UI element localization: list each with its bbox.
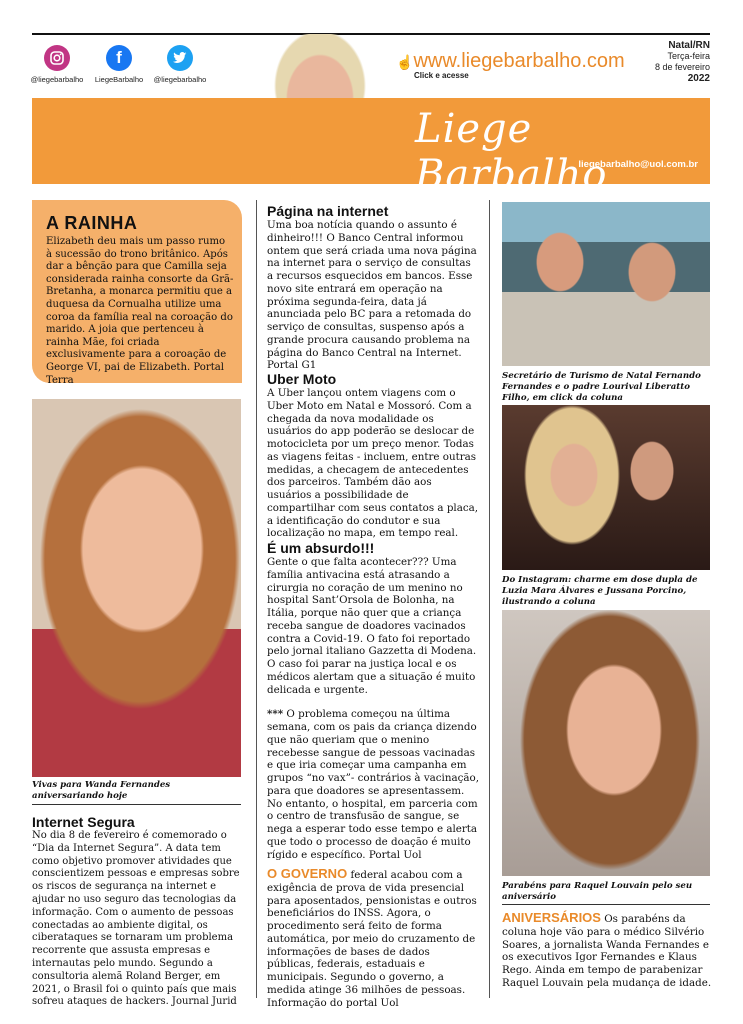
twitter-link[interactable] [152, 45, 208, 84]
photo-luzia-jussana [502, 405, 710, 570]
twitter-icon [167, 45, 193, 71]
site-tagline: Click e acesse [414, 71, 469, 80]
pagina-title: Página na internet [267, 203, 389, 219]
photo-luzia-caption: Do Instagram: charme em dose dupla de Luzia Mara Álvares e Jussana Porcino, ilustrando a coluna [502, 575, 698, 607]
absurdo-paragraph-1: Gente o que falta acontecer??? Uma família antivacina está atrasando a cirurgia no coração de um menino no hospital Sant’Orsola de Bolonha, na Itália, porque não quer que a criança receba sangue de doadores vacinados contra a Covid-19. O fato foi reportado pelo jornal italiano Gazzetta di Modena. O caso foi parar na justiça local e os médicos alertam que a situação é muito delicada e urgente. [267, 556, 477, 696]
governo-body: federal acabou com a exigência de prova de vida presencial para aposentados, pensionistas e outros beneficiários do INSS. Agora, o procedimento será feito de forma automática, por meio do cruzamento de informações de bases de dados públicas, federais, estaduais e municipais. Segundo o governo, a medida atinge 36 milhões de pessoas. Informação do portal Uol [267, 869, 477, 1009]
internet-segura-article [32, 814, 244, 1009]
column-email: liegebarbalho@uol.com.br [578, 159, 698, 170]
aniversarios-body: Os parabéns da coluna hoje vão para o médico Silvério Soares, a jornalista Wanda Fernandes e os executivos Igor Fernandes e Klaus Rego. Ainda em tempo de parabenizar Raquel Louvain pela mudança de idade. [502, 913, 712, 989]
rainha-box [32, 200, 242, 386]
rainha-body: Elizabeth deu mais um passo rumo à sucessão do trono britânico. Após dar a bênção para que Camilla seja considerada rainha consorte da Grã-Bretanha, a monarca permitiu que a duquesa da Cornualha utilize uma coroa da família real na coroação do marido. A joia que pertenceu à rainha Mãe, foi criada exclusivamente para a coroação de George VI, pai de Elizabeth. Portal Terra [46, 236, 234, 386]
photo-fernando-lourival [502, 202, 710, 366]
instagram-link[interactable] [30, 45, 84, 84]
city: Natal/RN [668, 40, 710, 51]
rainha-title: A RAINHA [46, 213, 138, 233]
uber-title: Uber Moto [267, 371, 337, 387]
weekday: Terça-feira [667, 51, 710, 61]
instagram-icon [44, 45, 70, 71]
photo-wanda-caption: Vivas para Wanda Fernandes aniversariando hoje [32, 780, 171, 801]
right-divider [502, 904, 710, 905]
column-title: Liege Barbalho [415, 106, 608, 198]
twitter-handle: @liegebarbalho [153, 75, 207, 84]
governo-article [267, 868, 479, 1009]
pagina-body: Uma boa notícia quando o assunto é dinheiro!!! O Banco Central informou ontem que será criada uma nova página na internet para o serviço de consultas a recursos esquecidos em bancos. Esse novo site entrará em operação na próxima segunda-feira, data já anunciada pelo BC para a retomada do serviço de consultas, suspenso após a grande procura causando problema na página do Banco Central na Internet. Portal G1 [267, 219, 477, 372]
instagram-handle: @liegebarbalho [30, 75, 84, 84]
facebook-icon: f [106, 45, 132, 71]
site-link[interactable] [396, 50, 625, 80]
photo-raquel [502, 610, 710, 876]
photo-raquel-caption: Parabéns para Raquel Louvain pelo seu aniversário [502, 881, 693, 902]
absurdo-paragraph-2-text: O problema começou na última semana, com os pais da criança dizendo que não queriam que o menino recebesse sangue de pessoas vacinadas e que iria começar uma campanha em grupos “no vax”- contrários à vacinação, para que doadores se apresentassem. No entanto, o hospital, em parceria com o centro de transfusão de sangue, se nega a esperar todo esse tempo e alerta que todo o processo de doação é muito rígido e específico. Portal Uol [267, 708, 479, 861]
aniversarios-kicker: ANIVERSÁRIOS [502, 910, 601, 925]
column-banner [32, 98, 710, 198]
internet-segura-body: No dia 8 de fevereiro é comemorado o “Dia da Internet Segura”. A data tem como objetivo promover atividades que conscientizem pessoas e empresas sobre os riscos de segurança na internet e ajudar no uso seguro das tecnologias da informação. Com o aumento de pessoas conectadas ao ambiente digital, os ciberataques se tornaram um problema recorrente que assusta empresas e internautas pelo mundo. Segundo a consultoria alemã Roland Berger, em 2021, o Brasil foi o quinto país que mais sofreu ataques de hackers. Journal Jurid [32, 830, 240, 1008]
uber-body: A Uber lançou ontem viagens com o Uber Moto em Natal e Mossoró. Com a chegada da nova modalidade os usuários do app poderão se deslocar de motocicleta por um preço menor. Todas as viagens feitas - incluem, entre outras medidas, a checagem de antecedentes dos parceiros. Também dão aos usuários a possibilidade de compartilhar com seus contatos a placa, a identificação do condutor e sua localização no mapa, em tempo real. [267, 387, 479, 540]
site-url: www.liegebarbalho.com [413, 50, 625, 72]
column-rule-right [489, 200, 490, 998]
photo-wanda [32, 399, 241, 777]
cursor-icon: ☝ [396, 54, 414, 70]
internet-segura-title: Internet Segura [32, 814, 135, 830]
left-divider [32, 804, 241, 805]
date: 8 de fevereiro [654, 62, 710, 72]
year: 2022 [687, 73, 710, 84]
pagina-article [267, 203, 479, 372]
governo-kicker: O GOVERNO [267, 866, 348, 881]
absurdo-article [267, 540, 479, 861]
dateline [655, 40, 710, 84]
facebook-handle: LiegeBarbalho [94, 75, 144, 84]
absurdo-mark: *** [267, 708, 284, 721]
facebook-link[interactable] [92, 45, 146, 84]
aniversarios-article [502, 912, 714, 990]
photo-fernando-caption: Secretário de Turismo de Natal Fernando Fernandes e o padre Lourival Liberatto Filho, em click da coluna [502, 371, 701, 403]
absurdo-title: É um absurdo!!! [267, 540, 375, 556]
absurdo-paragraph-2 [267, 708, 479, 861]
uber-article [267, 371, 479, 540]
column-rule-left [256, 200, 257, 998]
